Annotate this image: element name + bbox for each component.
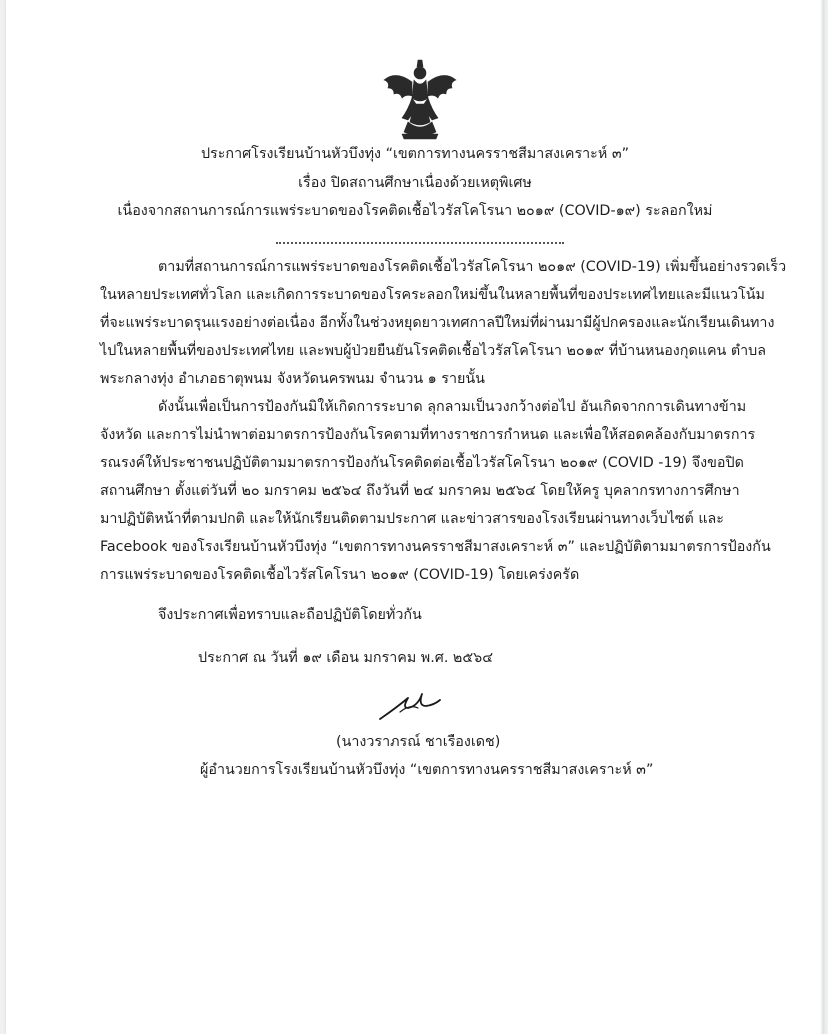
text-line: การแพร่ระบาดของโรคติดเชื้อไวรัสโคโรนา ๒๐๑๙ (COVID-19) โดยเคร่งครัด <box>100 567 580 583</box>
text-line: Facebook ของโรงเรียนบ้านหัวบึงทุ่ง “เขตการทางนครราชสีมาสงเคราะห์ ๓” และปฏิบัติตามมาตรการป้องกัน <box>100 539 771 555</box>
announcement-date: ประกาศ ณ วันที่ ๑๙ เดือน มกราคม พ.ศ. ๒๕๖๔ <box>198 650 494 666</box>
text-line: จังหวัด และการไม่นำพาต่อมาตรการป้องกันโรคตามที่ทางราชการกำหนด และเพื่อให้สอดคล้องกับมาตรการ <box>100 427 756 443</box>
document-page <box>6 0 824 1034</box>
text-line: มาปฏิบัติหน้าที่ตามปกติ และให้นักเรียนติดตามประกาศ และข่าวสารของโรงเรียนผ่านทางเว็บไซต์ และ <box>100 511 724 527</box>
text-line: สถานศึกษา ตั้งแต่วันที่ ๒๐ มกราคม ๒๕๖๔ ถึงวันที่ ๒๔ มกราคม ๒๕๖๔ โดยให้ครู บุคลากรทางการศึกษา <box>100 483 740 499</box>
text-line: ไปในหลายพื้นที่ของประเทศไทย และพบผู้ป่วยยืนยันโรคติดเชื้อไวรัสโคโรนา ๒๐๑๙ ที่บ้านหนองกุดแคน ตำบล <box>100 343 766 359</box>
text-line: ในหลายประเทศทั่วโลก และเกิดการระบาดของโรคระลอกใหม่ขึ้นในหลายพื้นที่ของประเทศไทยและมีแนวโน้ม <box>100 287 765 303</box>
paragraph-1 <box>100 253 787 393</box>
garuda-emblem-icon <box>378 58 462 142</box>
text-line: รณรงค์ให้ประชาชนปฏิบัติตามมาตรการป้องกันโรคติดต่อเชื้อไวรัสโคโรนา ๒๐๑๙ (COVID -19) จึงขอปิด <box>100 455 744 471</box>
text-line: ที่จะแพร่ระบาดรุนแรงอย่างต่อเนื่อง อีกทั้งในช่วงหยุดยาวเทศกาลปีใหม่ที่ผ่านมามีผู้ปกครองและนักเรียนเดินทาง <box>100 315 775 331</box>
text-line: พระกลางทุ่ง อำเภอธาตุพนม จังหวัดนครพนม จำนวน ๑ รายนั้น <box>100 371 485 387</box>
announcement-subject: เรื่อง ปิดสถานศึกษาเนื่องด้วยเหตุพิเศษ <box>298 175 532 191</box>
text-line: ตามที่สถานการณ์การแพร่ระบาดของโรคติดเชื้อไวรัสโคโรนา ๒๐๑๙ (COVID-19) เพิ่มขึ้นอย่างรวดเร็ว <box>158 259 787 275</box>
signatory-name: (นางวราภรณ์ ชาเรืองเดช) <box>336 734 501 750</box>
closing-statement: จึงประกาศเพื่อทราบและถือปฏิบัติโดยทั่วกัน <box>158 607 422 623</box>
dotted-divider <box>276 232 564 244</box>
announcement-reason: เนื่องจากสถานการณ์การแพร่ระบาดของโรคติดเชื้อไวรัสโคโรนา ๒๐๑๙ (COVID-๑๙) ระลอกใหม่ <box>117 203 713 219</box>
text-line: ดังนั้นเพื่อเป็นการป้องกันมิให้เกิดการระบาด ลุกลามเป็นวงกว้างต่อไป อันเกิดจากการเดินทางข้าม <box>158 399 747 415</box>
signature-icon <box>378 686 442 722</box>
signatory-position: ผู้อำนวยการโรงเรียนบ้านหัวบึงทุ่ง “เขตการทางนครราชสีมาสงเคราะห์ ๓” <box>200 762 654 778</box>
paragraph-2 <box>100 393 771 589</box>
announcement-title: ประกาศโรงเรียนบ้านหัวบึงทุ่ง “เขตการทางนครราชสีมาสงเคราะห์ ๓” <box>200 146 630 162</box>
